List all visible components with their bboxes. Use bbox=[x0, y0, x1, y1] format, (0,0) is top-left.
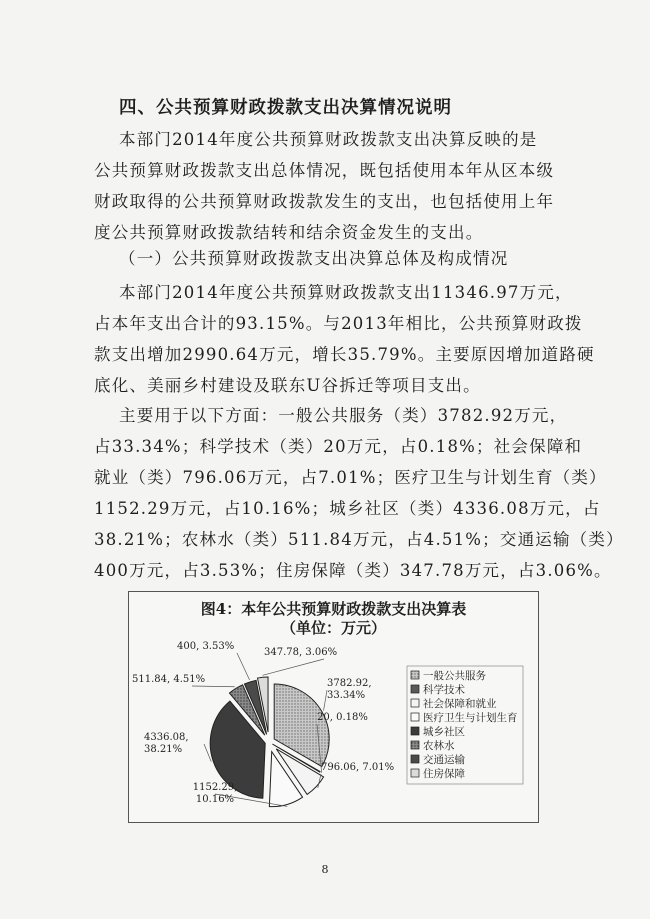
intro-paragraph bbox=[94, 124, 558, 248]
leader-line bbox=[263, 659, 324, 675]
pie-chart bbox=[129, 592, 538, 822]
paragraph-line: 底化、美丽乡村建设及联东U谷拆迁等项目支出。 bbox=[94, 376, 481, 395]
legend-swatch bbox=[411, 769, 419, 777]
data-label: 1152.29, bbox=[192, 782, 238, 793]
page-number: 8 bbox=[321, 863, 329, 876]
paragraph-line: 占本年支出合计的93.15%。与2013年相比，公共预算财政拨 bbox=[94, 314, 583, 333]
chart-subtitle: （单位：万元） bbox=[280, 619, 386, 637]
paragraph-line: 主要用于以下方面：一般公共服务（类）3782.92万元， bbox=[119, 406, 568, 425]
leader-line bbox=[192, 686, 235, 687]
uses-paragraph bbox=[94, 400, 624, 586]
legend-label: 城乡社区 bbox=[423, 726, 465, 738]
legend-swatch bbox=[411, 741, 419, 749]
paragraph-line: 财政取得的公共预算财政拨款发生的支出，也包括使用上年 bbox=[94, 192, 555, 211]
subsection-heading: （一）公共预算财政拨款支出决算总体及构成情况 bbox=[119, 249, 509, 268]
legend-swatch bbox=[411, 685, 419, 693]
legend-label: 一般公共服务 bbox=[423, 670, 486, 682]
data-label: 10.16% bbox=[195, 794, 235, 805]
pie-chart-frame bbox=[128, 591, 539, 823]
legend-swatch bbox=[411, 713, 419, 721]
paragraph-line: 占33.34%；科学技术（类）20万元，占0.18%；社会保障和 bbox=[94, 437, 583, 456]
paragraph-line: 度公共预算财政拨款结转和结余资金发生的支出。 bbox=[94, 223, 484, 242]
paragraph-line: 本部门2014年度公共预算财政拨款支出11346.97万元， bbox=[119, 283, 573, 302]
paragraph-line: 400万元，占3.53%；住房保障（类）347.78万元，占3.06%。 bbox=[94, 561, 612, 580]
legend-label: 农林水 bbox=[423, 740, 455, 752]
data-label: 400, 3.53% bbox=[177, 641, 235, 652]
legend-swatch bbox=[411, 727, 419, 735]
legend-swatch bbox=[411, 671, 419, 679]
leader-line bbox=[237, 653, 250, 680]
legend-swatch bbox=[411, 755, 419, 763]
legend-label: 交通运输 bbox=[423, 754, 465, 766]
chart-title: 图4：本年公共预算财政拨款支出决算表 bbox=[200, 600, 467, 618]
data-label: 3782.92, bbox=[327, 678, 372, 689]
data-label: 33.34% bbox=[327, 690, 366, 701]
section-heading: 四、公共预算财政拨款支出决算情况说明 bbox=[119, 98, 452, 118]
data-label: 38.21% bbox=[144, 744, 183, 755]
legend-label: 科学技术 bbox=[423, 684, 465, 696]
paragraph-line: 款支出增加2990.64万元，增长35.79%。主要原因增加道路硬 bbox=[94, 345, 595, 364]
legend-label: 医疗卫生与计划生育 bbox=[423, 712, 518, 724]
data-label: 511.84, 4.51% bbox=[132, 674, 206, 685]
data-label: 4336.08, bbox=[144, 732, 189, 743]
paragraph-line: 公共预算财政拨款支出总体情况，既包括使用本年从区本级 bbox=[94, 161, 555, 180]
legend-swatch bbox=[411, 699, 419, 707]
legend-label: 社会保障和就业 bbox=[423, 698, 497, 710]
legend-label: 住房保障 bbox=[423, 768, 465, 780]
paragraph-line: 38.21%；农林水（类）511.84万元，占4.51%；交通运输（类） bbox=[94, 530, 624, 549]
data-label: 796.06, 7.01% bbox=[321, 762, 395, 773]
data-label: 20, 0.18% bbox=[317, 712, 368, 723]
overview-paragraph bbox=[94, 277, 595, 401]
data-label: 347.78, 3.06% bbox=[264, 647, 338, 658]
paragraph-line: 本部门2014年度公共预算财政拨款支出决算反映的是 bbox=[119, 130, 538, 149]
paragraph-line: 1152.29万元，占10.16%；城乡社区（类）4336.08万元，占 bbox=[94, 499, 601, 518]
paragraph-line: 就业（类）796.06万元，占7.01%；医疗卫生与计划生育（类） bbox=[94, 468, 607, 487]
